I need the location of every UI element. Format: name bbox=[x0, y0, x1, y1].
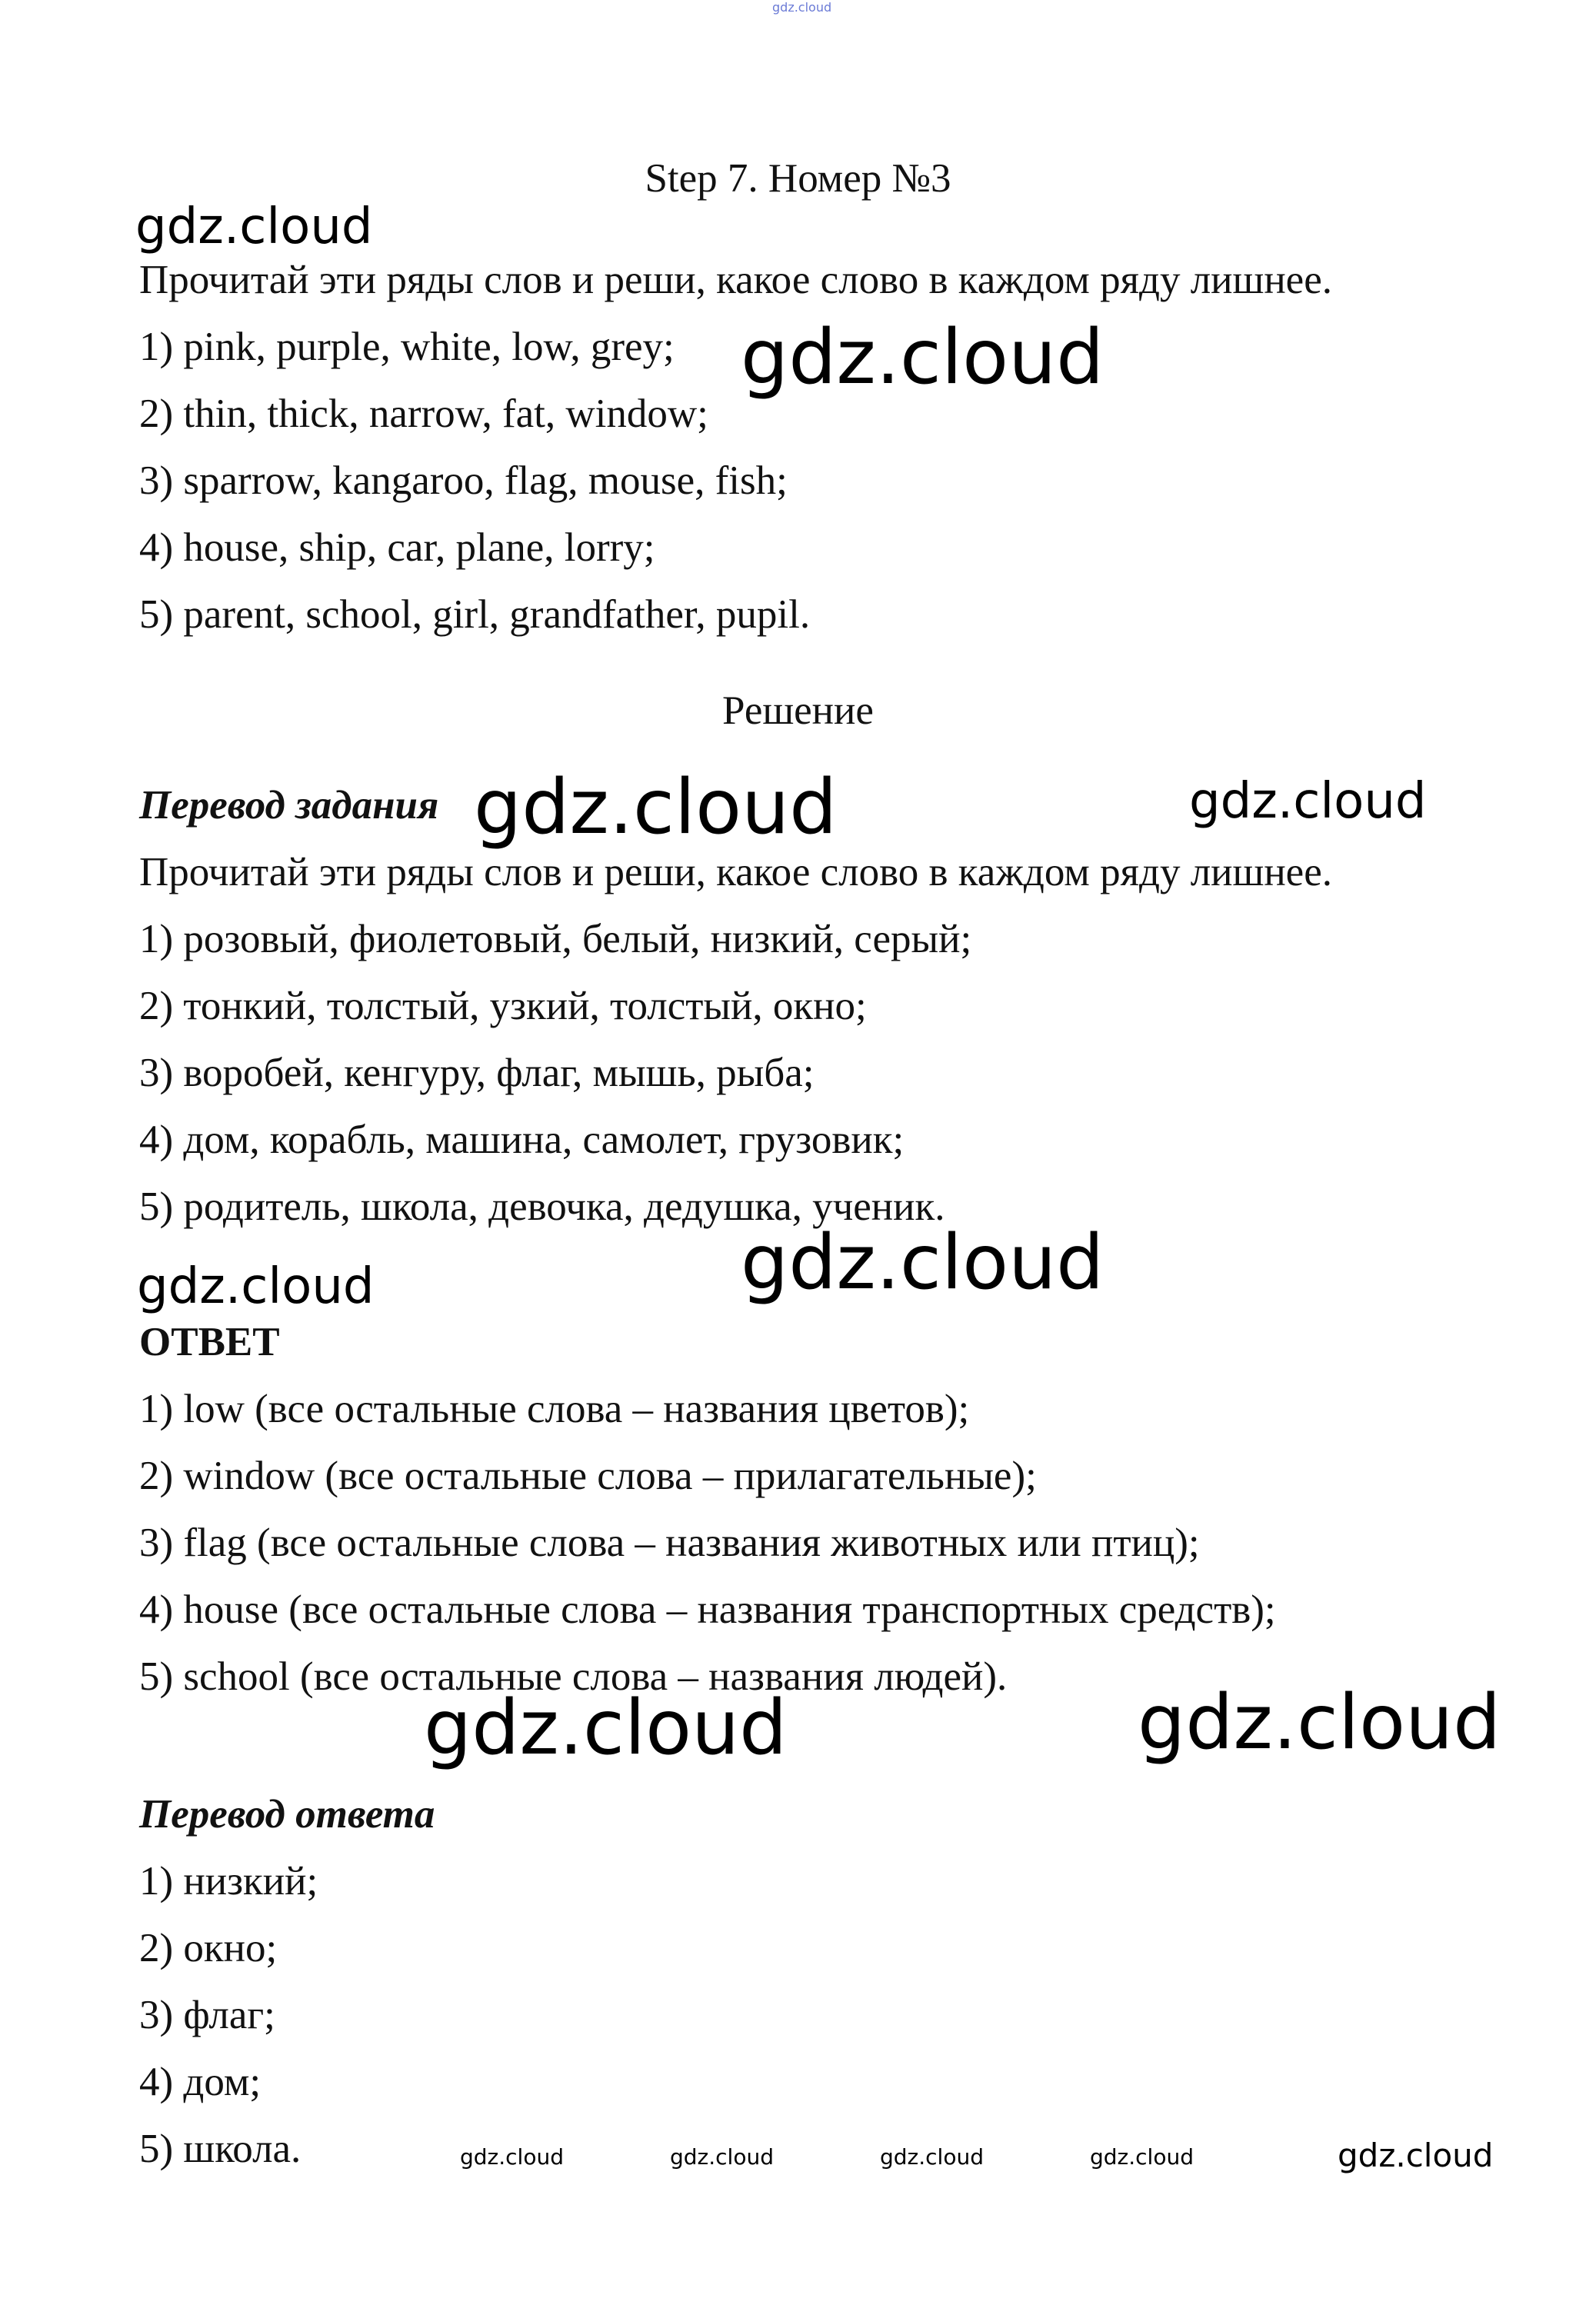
task-row: 2) thin, thick, narrow, fat, window; bbox=[139, 391, 708, 436]
watermark: gdz.cloud bbox=[137, 1258, 375, 1315]
watermark: gdz.cloud bbox=[880, 2144, 984, 2170]
task-row: 5) parent, school, girl, grandfather, pupil. bbox=[139, 592, 811, 637]
answer-heading: ОТВЕТ bbox=[139, 1320, 280, 1364]
translation-row: 5) родитель, школа, девочка, дедушка, ученик. bbox=[139, 1184, 945, 1229]
translation-heading: Перевод задания bbox=[139, 783, 439, 828]
answer-translation-row: 3) флаг; bbox=[139, 1993, 275, 2037]
answer-translation-row: 2) окно; bbox=[139, 1926, 278, 1970]
solution-heading: Решение bbox=[722, 688, 874, 733]
answer-row: 2) window (все остальные слова – прилагательные); bbox=[139, 1454, 1037, 1498]
page-title: Step 7. Номер №3 bbox=[645, 156, 951, 201]
task-row: 4) house, ship, car, plane, lorry; bbox=[139, 525, 655, 570]
answer-translation-row: 4) дом; bbox=[139, 2060, 262, 2104]
answer-row: 1) low (все остальные слова – названия цветов); bbox=[139, 1387, 970, 1431]
watermark: gdz.cloud bbox=[460, 2144, 564, 2170]
task-instruction: Прочитай эти ряды слов и реши, какое слово в каждом ряду лишнее. bbox=[139, 258, 1332, 302]
watermark: gdz.cloud bbox=[474, 764, 838, 851]
watermark: gdz.cloud bbox=[741, 314, 1105, 401]
translation-row: 3) воробей, кенгуру, флаг, мышь, рыба; bbox=[139, 1051, 815, 1095]
watermark: gdz.cloud bbox=[1138, 1679, 1501, 1767]
watermark: gdz.cloud bbox=[1090, 2144, 1194, 2170]
answer-translation-heading: Перевод ответа bbox=[139, 1792, 435, 1837]
translation-instruction: Прочитай эти ряды слов и реши, какое слово в каждом ряду лишнее. bbox=[139, 850, 1332, 894]
translation-row: 2) тонкий, толстый, узкий, толстый, окно; bbox=[139, 984, 867, 1028]
watermark: gdz.cloud bbox=[741, 1219, 1105, 1307]
translation-row: 1) розовый, фиолетовый, белый, низкий, серый; bbox=[139, 917, 972, 961]
answer-row: 3) flag (все остальные слова – названия животных или птиц); bbox=[139, 1521, 1200, 1565]
task-row: 1) pink, purple, white, low, grey; bbox=[139, 325, 675, 369]
top-watermark: gdz.cloud bbox=[772, 0, 832, 15]
watermark: gdz.cloud bbox=[1189, 773, 1427, 830]
task-row: 3) sparrow, kangaroo, flag, mouse, fish; bbox=[139, 458, 788, 503]
answer-row: 5) school (все остальные слова – названия людей). bbox=[139, 1654, 1008, 1699]
answer-row: 4) house (все остальные слова – названия транспортных средств); bbox=[139, 1587, 1276, 1632]
watermark: gdz.cloud bbox=[424, 1684, 788, 1772]
watermark: gdz.cloud bbox=[135, 198, 373, 255]
watermark: gdz.cloud bbox=[670, 2144, 774, 2170]
answer-translation-row: 1) низкий; bbox=[139, 1859, 318, 1904]
answer-translation-row: 5) школа. bbox=[139, 2127, 302, 2171]
translation-row: 4) дом, корабль, машина, самолет, грузовик; bbox=[139, 1118, 905, 1162]
watermark: gdz.cloud bbox=[1338, 2137, 1494, 2174]
